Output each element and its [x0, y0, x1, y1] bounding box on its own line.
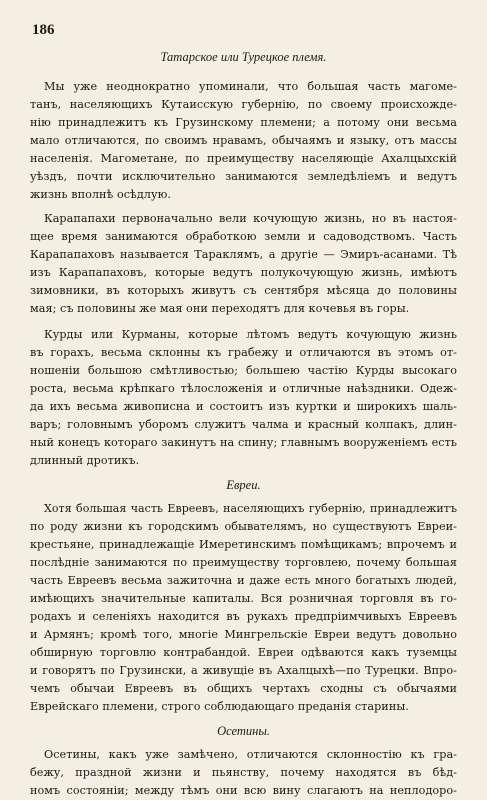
text-line: Карапапаховъ называется Тараклямъ, а другіе — Эмиръ-асанами. Тѣ [30, 248, 457, 261]
text-line: имѣющихъ значительные капиталы. Вся розничная торговля въ го- [30, 592, 457, 605]
text-line: населенія. Магометане, по преимуществу населяющіе Ахалцыхскій [30, 152, 457, 165]
section-heading-ossetians: Осетины. [217, 724, 270, 738]
text-line: крестьяне, принадлежащіе Имеретинскимъ помѣщикамъ; впрочемъ и [30, 538, 457, 551]
text-line: мало отличаются, по своимъ нравамъ, обычаямъ и языку, отъ массы [30, 134, 457, 147]
text-line: длинный дротикъ. [30, 454, 140, 467]
text-line: родахъ и селеніяхъ находится въ рукахъ предпріимчивыхъ Евреевъ [30, 610, 457, 623]
text-line: да ихъ весьма живописна и состоитъ изъ куртки и широкихъ шаль- [30, 400, 457, 413]
text-line: ношеніи большою смѣтливостью; большею частію Курды высокаго [30, 364, 457, 377]
text-line: Курды или Курманы, которые лѣтомъ ведутъ кочующую жизнь [44, 328, 457, 341]
text-line: послѣдніе занимаются по преимуществу торговлею, почему большая [30, 556, 457, 569]
text-line: по роду жизни къ городскимъ обывателямъ, но существуютъ Евреи- [30, 520, 457, 533]
text-line: Карапапахи первоначально вели кочующую жизнь, но въ настоя- [44, 212, 457, 225]
text-line: зимовники, въ которыхъ живутъ съ сентября мѣсяца до половины [30, 284, 457, 297]
text-line: варъ; головнымъ уборомъ служитъ чалма и красный колпакъ, длин- [30, 418, 457, 431]
text-line: мая; съ половины же мая они переходятъ для кочевья въ горы. [30, 302, 410, 315]
text-line: Хотя большая часть Евреевъ, населяющихъ губернію, принадлежитъ [44, 502, 457, 515]
text-line: въ горахъ, весьма склонны къ грабежу и отличаются въ этомъ от- [30, 346, 457, 359]
section-heading-jews: Евреи. [226, 478, 261, 492]
text-line: Мы уже неоднократно упоминали, что большая часть магоме- [44, 80, 457, 93]
text-line: жизнь вполнѣ осѣдлую. [30, 188, 171, 201]
text-line: Осетины, какъ уже замѣчено, отличаются склонностію къ гра- [44, 748, 457, 761]
text-line: щее время занимаются обработкою земли и садоводствомъ. Часть [30, 230, 457, 243]
text-line: нію принадлежитъ къ Грузинскому племени; а потому они весьма [30, 116, 457, 129]
text-line: роста, весьма крѣпкаго тѣлосложенія и отличные наѣздники. Одеж- [30, 382, 457, 395]
text-line: изъ Карапапаховъ, которые ведутъ полукочующую жизнь, имѣютъ [30, 266, 457, 279]
text-line: и Армянъ; кромѣ того, многіе Мингрельскіе Евреи ведутъ довольно [30, 628, 457, 641]
section-heading-tatars: Татарское или Турецкое племя. [160, 50, 327, 64]
text-line: и говорятъ по Грузински, а живущіе въ Ахалцыхѣ—по Турецки. Впро- [30, 664, 457, 677]
text-line: ный конецъ котораго закинутъ на спину; главнымъ вооруженіемъ есть [30, 436, 457, 449]
text-line: часть Евреевъ весьма зажиточна и даже есть много богатыхъ людей, [30, 574, 457, 587]
text-line: бежу, праздной жизни и пьянству, почему находятся въ бѣд- [30, 766, 457, 779]
text-line: обширную торговлю контрабандой. Евреи одѣваются какъ туземцы [30, 646, 457, 659]
text-line: Еврейскаго племени, строго соблюдающаго преданія старины. [30, 700, 409, 713]
text-line: чемъ обычаи Евреевъ въ общихъ чертахъ сходны съ обычаями [30, 682, 457, 695]
text-line: номъ состояніи; между тѣмъ они всю вину слагаютъ на неплодоро- [30, 784, 457, 797]
text-line: танъ, населяющихъ Кутаисскую губернію, по своему происхожде- [30, 98, 457, 111]
text-line: уѣздъ, почти исключительно занимаются земледѣліемъ и ведутъ [30, 170, 457, 183]
page-number: 186 [32, 22, 55, 38]
